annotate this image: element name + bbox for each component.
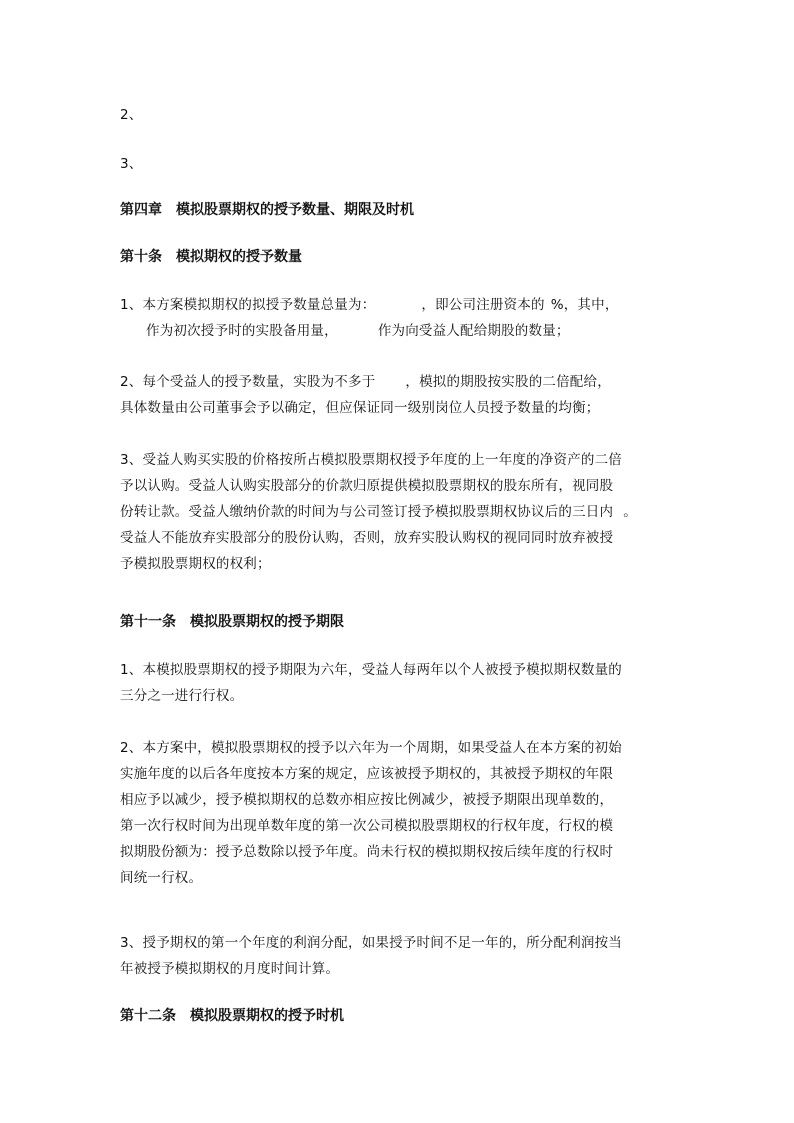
list-item xyxy=(120,102,680,128)
paragraph xyxy=(120,292,680,344)
article-number: 第十条 xyxy=(120,249,162,265)
paragraph xyxy=(120,735,680,891)
paragraph xyxy=(120,930,680,982)
article-heading xyxy=(120,244,680,270)
text-line: 作为初次授予时的实股备用量， 作为向受益人配给期股的数量； xyxy=(146,323,570,339)
text-line: 予以认购。受益人认购实股部分的价款归原提供模拟股票期权的股东所有，视同股 xyxy=(120,478,614,494)
article-number: 第十一条 xyxy=(120,614,176,630)
paragraph xyxy=(120,657,680,709)
text-line: 间统一行权。 xyxy=(120,870,203,886)
article-heading xyxy=(120,1003,680,1029)
text-line: 年被授予模拟期权的月度时间计算。 xyxy=(120,961,340,977)
text-line: 第一次行权时间为出现单数年度的第一次公司模拟股票期权的行权年度，行权的模 xyxy=(120,818,614,834)
paragraph xyxy=(120,369,680,421)
text-line: 3、授予期权的第一个年度的利润分配，如果授予时间不足一年的，所分配利润按当 xyxy=(120,935,622,951)
text-line: 2、每个受益人的授予数量，实股为不多于 ，模拟的期股按实股的二倍配给， xyxy=(120,374,611,390)
article-number: 第十二条 xyxy=(120,1008,176,1024)
text-line: 份转让款。受益人缴纳价款的时间为与公司签订授予模拟股票期权协议后的三日内 。 xyxy=(120,504,637,520)
text-line: 三分之一进行行权。 xyxy=(120,688,244,704)
text-line: 具体数量由公司董事会予以确定，但应保证同一级别岗位人员授予数量的均衡； xyxy=(120,400,600,416)
article-heading xyxy=(120,609,680,635)
item-number: 3、 xyxy=(120,156,143,172)
text-line: 2、本方案中，模拟股票期权的授予以六年为一个周期，如果受益人在本方案的初始 xyxy=(120,740,622,756)
item-number: 2、 xyxy=(120,107,143,123)
paragraph xyxy=(120,447,680,577)
text-line: 相应予以减少，授予模拟期权的总数亦相应按比例减少，被授予期限出现单数的， xyxy=(120,792,614,808)
article-title: 模拟股票期权的授予时机 xyxy=(190,1008,344,1024)
text-line: 1、本模拟股票期权的授予期限为六年，受益人每两年以个人被授予模拟期权数量的 xyxy=(120,662,622,678)
text-line: 3、受益人购买实股的价格按所占模拟股票期权授予年度的上一年度的净资产的二倍 xyxy=(120,452,622,468)
article-title: 模拟股票期权的授予期限 xyxy=(190,614,344,630)
text-line: 1、本方案模拟期权的拟授予数量总量为： ，即公司注册资本的 %，其中， xyxy=(120,297,619,313)
chapter-heading xyxy=(120,197,680,223)
chapter-title: 模拟股票期权的授予数量、期限及时机 xyxy=(176,202,414,218)
article-title: 模拟期权的授予数量 xyxy=(176,249,302,265)
text-line: 实施年度的以后各年度按本方案的规定，应该被授予期权的，其被授予期权的年限 xyxy=(120,766,614,782)
list-item xyxy=(120,151,680,177)
text-line: 予模拟股票期权的权利； xyxy=(120,556,271,572)
chapter-number: 第四章 xyxy=(120,202,162,218)
text-line: 拟期股份额为：授予总数除以授予年度。尚未行权的模拟期权按后续年度的行权时 xyxy=(120,844,614,860)
text-line: 受益人不能放弃实股部分的股份认购，否则，放弃实股认购权的视同同时放弃被授 xyxy=(120,530,614,546)
